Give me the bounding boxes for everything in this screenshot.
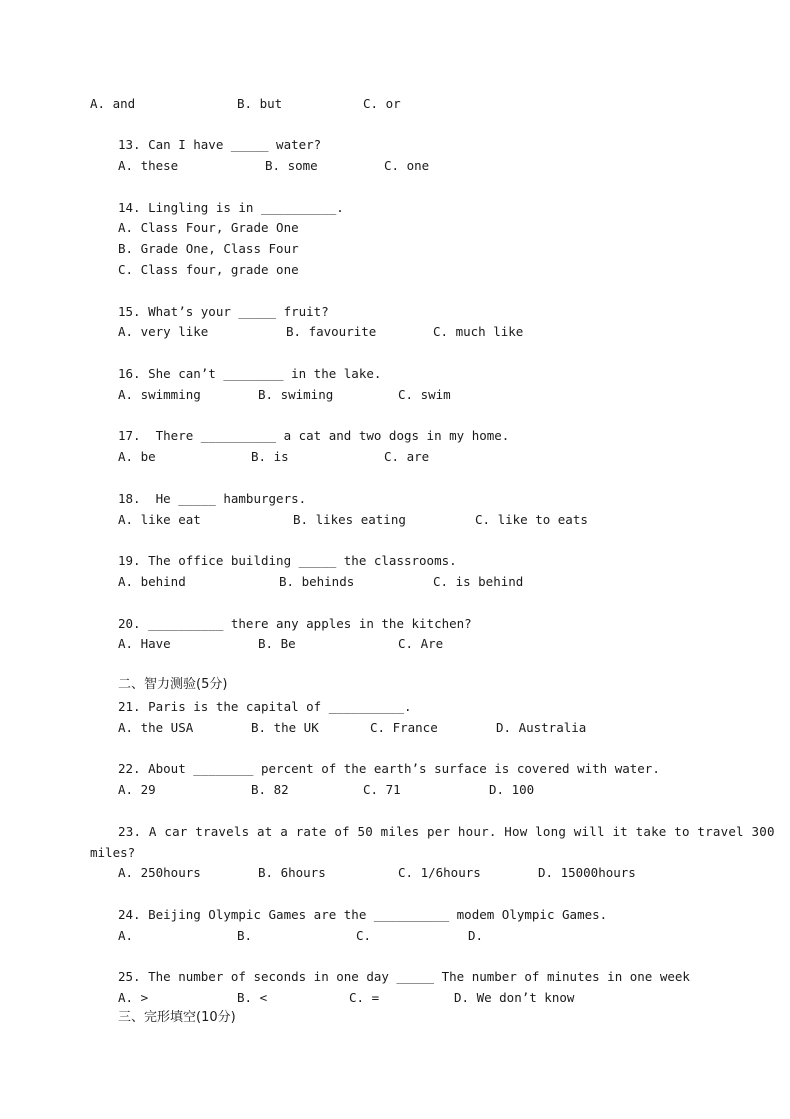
q22-option-b: B. 82	[251, 782, 289, 797]
q16-question: 16. She can’t ________ in the lake.	[118, 366, 382, 381]
q17-question: 17. There __________ a cat and two dogs in my home.	[118, 428, 510, 443]
q17-option-c: C. are	[384, 449, 430, 464]
q19-option-a: A. behind	[118, 574, 186, 589]
q20-option-b: B. Be	[258, 636, 296, 651]
q20-option-a: A. Have	[118, 636, 171, 651]
q21-option-d: D. Australia	[496, 720, 587, 735]
q18-option-b: B. likes eating	[293, 512, 406, 527]
q13-option-b: B. some	[265, 158, 318, 173]
q19-question: 19. The office building _____ the classrooms.	[118, 553, 457, 568]
q25-option-c: C. =	[349, 990, 380, 1005]
section-3-heading: 三、完形填空(10分)	[118, 1010, 236, 1025]
q21-option-a: A. the USA	[118, 720, 194, 735]
q23-question-line1: 23. A car travels at a rate of 50 miles per hour. How long will it take to travel 300	[118, 824, 775, 839]
q21-option-c: C. France	[370, 720, 438, 735]
q22-option-a: A. 29	[118, 782, 156, 797]
q14-option-b: B. Grade One, Class Four	[118, 241, 299, 256]
q15-option-b: B. favourite	[286, 324, 377, 339]
q22-option-d: D. 100	[489, 782, 535, 797]
q13-option-a: A. these	[118, 158, 179, 173]
q13-option-c: C. one	[384, 158, 430, 173]
q22-option-c: C. 71	[363, 782, 401, 797]
q24-question: 24. Beijing Olympic Games are the __________ modem Olympic Games.	[118, 907, 608, 922]
q23-option-c: C. 1/6hours	[398, 865, 481, 880]
q12-option-c: C. or	[363, 96, 401, 111]
q19-option-c: C. is behind	[433, 574, 524, 589]
q21-question: 21. Paris is the capital of __________.	[118, 699, 412, 714]
q19-option-b: B. behinds	[279, 574, 355, 589]
q23-option-d: D. 15000hours	[538, 865, 636, 880]
q20-option-c: C. Are	[398, 636, 444, 651]
q15-option-c: C. much like	[433, 324, 524, 339]
q25-question: 25. The number of seconds in one day _____ The number of minutes in one week	[118, 969, 690, 984]
q14-option-a: A. Class Four, Grade One	[118, 220, 299, 235]
q16-option-a: A. swimming	[118, 387, 201, 402]
q15-option-a: A. very like	[118, 324, 209, 339]
q15-question: 15. What’s your _____ fruit?	[118, 304, 329, 319]
q14-option-c: C. Class four, grade one	[118, 262, 299, 277]
q22-question: 22. About ________ percent of the earth’s surface is covered with water.	[118, 761, 660, 776]
q23-question-line2: miles?	[90, 845, 136, 860]
q25-option-a: A. >	[118, 990, 149, 1005]
q23-option-b: B. 6hours	[258, 865, 326, 880]
q23-option-a: A. 250hours	[118, 865, 201, 880]
q24-option-d: D.	[468, 928, 484, 943]
q18-question: 18. He _____ hamburgers.	[118, 491, 307, 506]
q18-option-c: C. like to eats	[475, 512, 588, 527]
q21-option-b: B. the UK	[251, 720, 319, 735]
q24-option-a: A.	[118, 928, 134, 943]
q16-option-c: C. swim	[398, 387, 451, 402]
q13-question: 13. Can I have _____ water?	[118, 137, 322, 152]
q24-option-b: B.	[237, 928, 253, 943]
q16-option-b: B. swiming	[258, 387, 334, 402]
q14-question: 14. Lingling is in __________.	[118, 200, 344, 215]
q20-question: 20. __________ there any apples in the kitchen?	[118, 616, 472, 631]
q12-option-a: A. and	[90, 96, 136, 111]
q18-option-a: A. like eat	[118, 512, 201, 527]
q25-option-b: B. <	[237, 990, 268, 1005]
section-2-heading: 二、智力测验(5分)	[118, 677, 228, 692]
q25-option-d: D. We don’t know	[454, 990, 575, 1005]
q17-option-a: A. be	[118, 449, 156, 464]
q12-option-b: B. but	[237, 96, 283, 111]
q24-option-c: C.	[356, 928, 372, 943]
q17-option-b: B. is	[251, 449, 289, 464]
